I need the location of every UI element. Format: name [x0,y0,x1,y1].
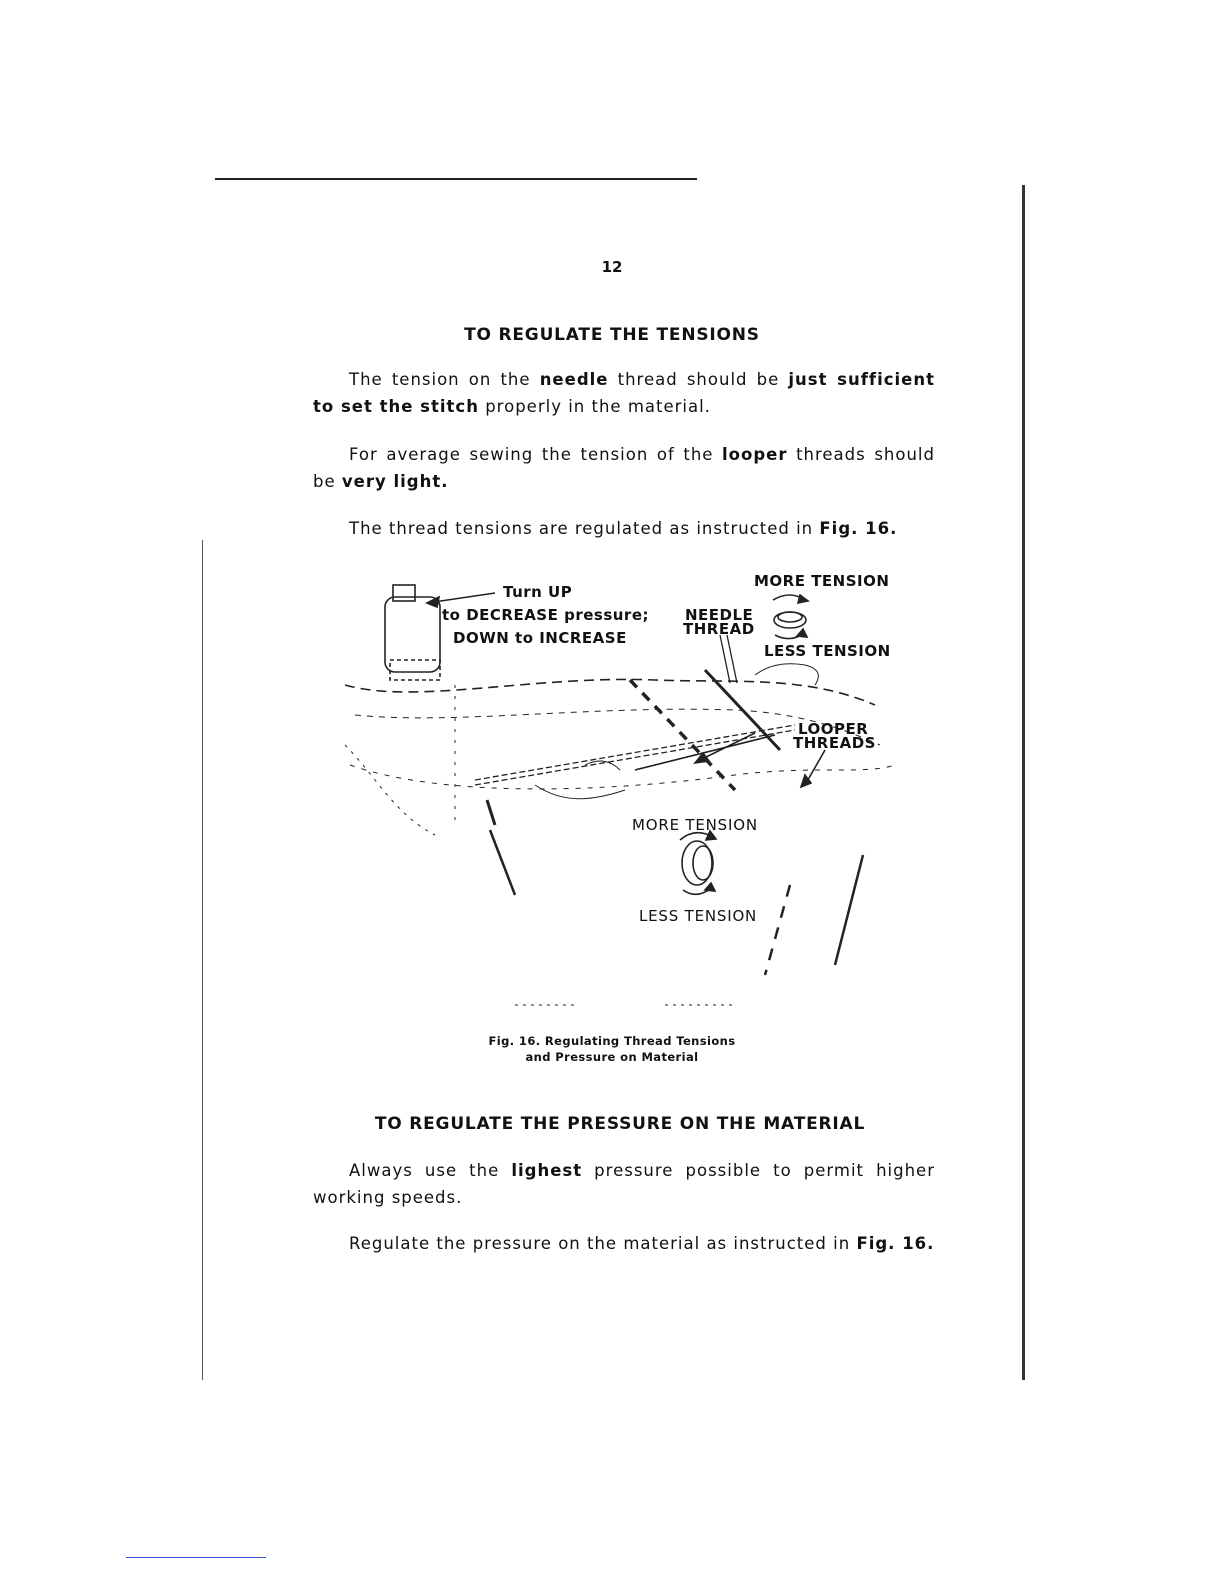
label-increase-pressure: DOWN to INCREASE [453,629,627,647]
text: Always use the [349,1161,512,1180]
figure-caption [0,1033,1224,1065]
text: The tension on the [349,370,540,389]
text: For average sewing the tension of the [349,445,723,464]
label-threads: THREADS [793,734,876,752]
label-thread: THREAD [683,620,755,638]
label-decrease-pressure: to DECREASE pressure; [442,606,649,624]
text: Regulate the pressure on the material as instructed in [349,1234,857,1253]
paragraph-fig-reference-2 [313,1230,935,1257]
label-looper: LOOPER [798,720,869,738]
label-more-tension-top: MORE TENSION [754,572,890,590]
bottom-rule [126,1557,266,1558]
top-rule [215,178,697,180]
bold-text: Fig. 16. [856,1234,935,1253]
section-heading-tensions: TO REGULATE THE TENSIONS [464,325,760,345]
paragraph-looper-tension [313,441,935,495]
bold-text: needle [539,370,609,389]
label-less-tension-top: LESS TENSION [764,642,891,660]
label-less-tension-bottom: LESS TENSION [639,907,758,925]
label-needle: NEEDLE [685,606,754,624]
figure-16 [335,565,905,1010]
bold-text: lighest [511,1161,583,1180]
page-edge-left [202,540,203,1380]
bold-text: very light. [341,472,449,491]
text: pressure possible to permit higher working speeds. [313,1161,935,1207]
bold-text: looper [722,445,788,464]
paragraph-lightest-pressure [313,1157,935,1211]
paragraph-fig-reference-1 [313,515,935,542]
text: properly in the material. [478,397,711,416]
bold-text: Fig. 16. [819,519,898,538]
text: The thread tensions are regulated as instructed in [349,519,820,538]
text: thread should be [608,370,789,389]
label-more-tension-bottom: MORE TENSION [632,816,758,834]
page-edge-right [1022,185,1025,1380]
paragraph-needle-tension [313,366,935,420]
page-number: 12 [601,258,623,276]
caption-line-2: and Pressure on Material [525,1050,699,1064]
text: threads should be [313,445,935,491]
bold-text: just sufficient to set the stitch [313,370,935,416]
section-heading-pressure: TO REGULATE THE PRESSURE ON THE MATERIAL [374,1114,866,1134]
caption-line-1: Fig. 16. Regulating Thread Tensions [488,1034,736,1048]
label-turn-up: Turn UP [503,583,573,601]
